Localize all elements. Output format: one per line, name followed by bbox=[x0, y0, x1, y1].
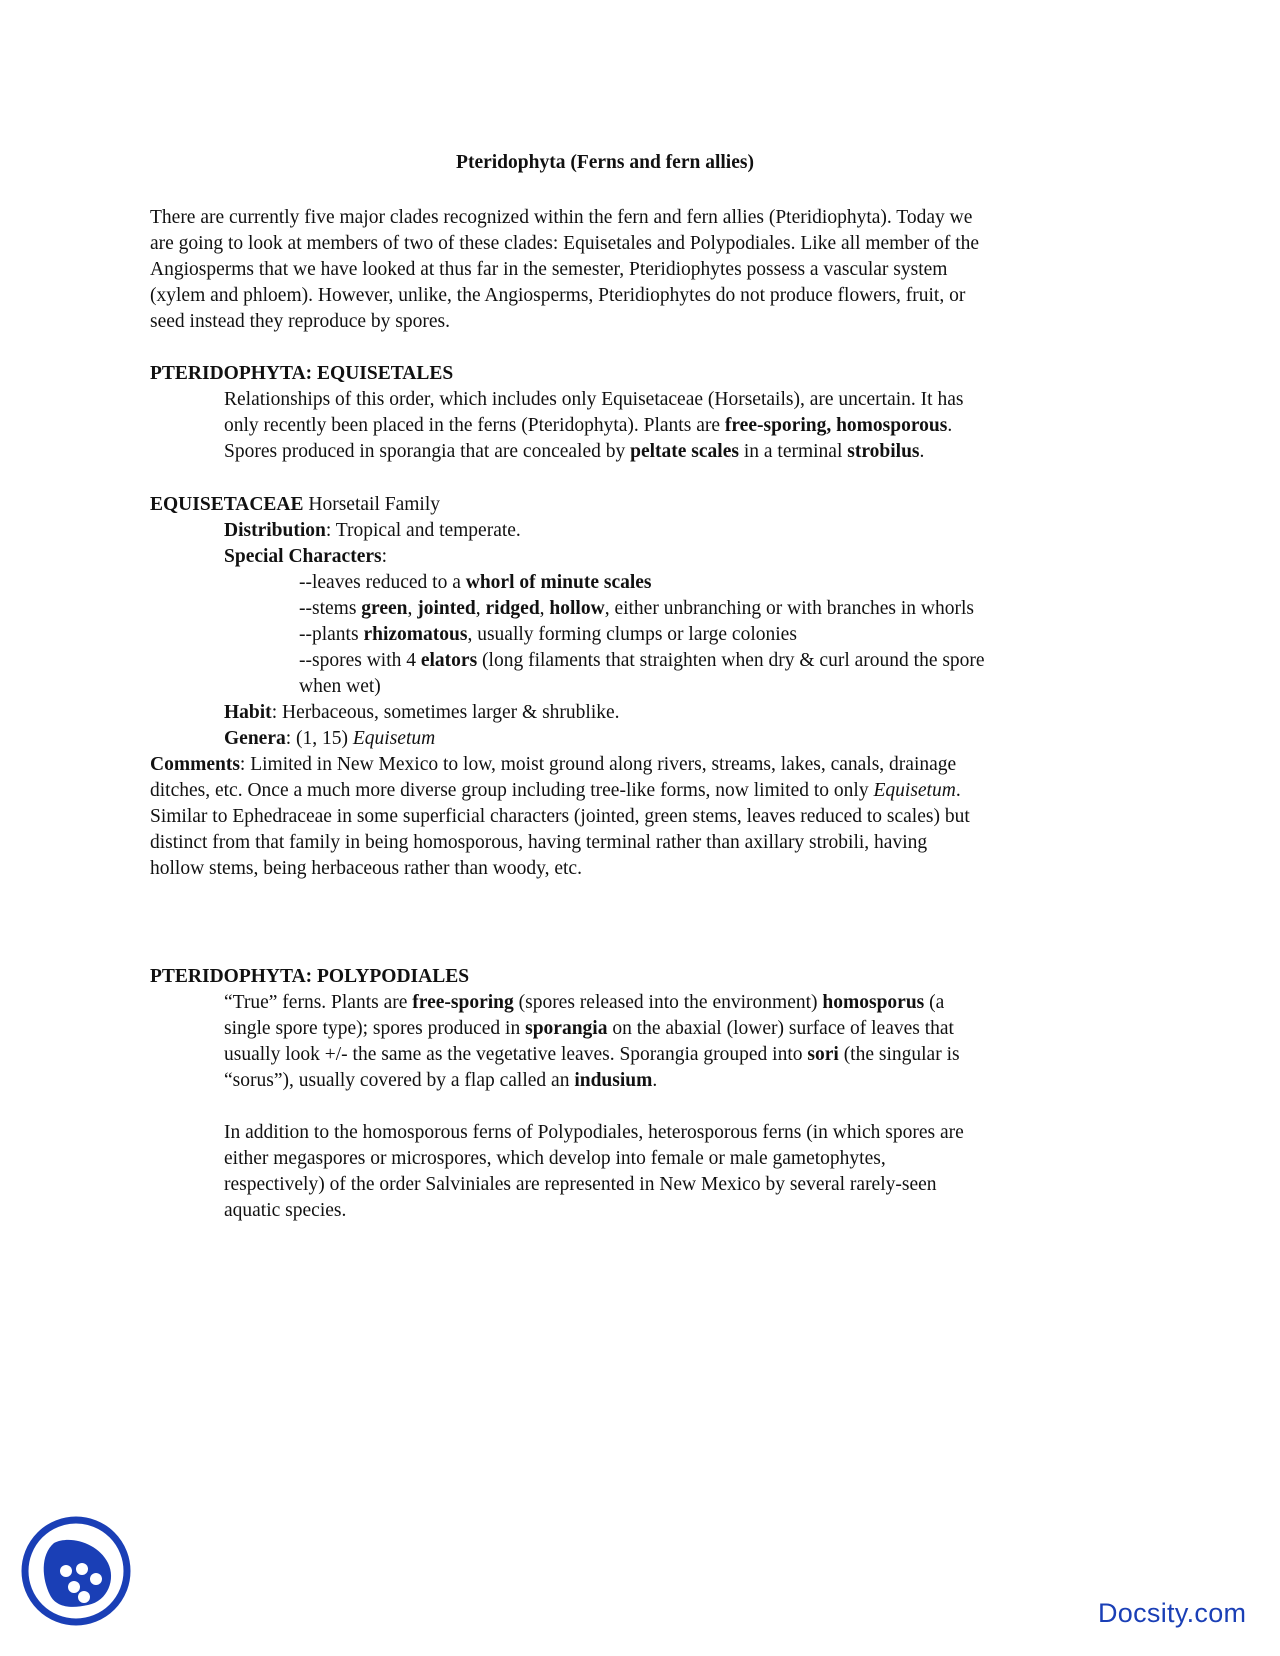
comments-line: distinct from that family in being homosporous, having terminal rather than axillary strobili, having bbox=[150, 832, 928, 853]
logo-graphic bbox=[20, 1515, 132, 1627]
bold-term: free-sporing, homosporous bbox=[724, 415, 948, 436]
genus-name: Equisetum bbox=[352, 728, 436, 749]
character-item bbox=[150, 596, 1140, 622]
bold-term: homosporus bbox=[822, 992, 925, 1013]
text-span: ditches, etc. Once a much more diverse group including tree-like forms, now limited to only bbox=[150, 780, 874, 801]
habit-value: : Herbaceous, sometimes larger & shrublike. bbox=[271, 702, 620, 723]
text-span: (the singular is bbox=[838, 1044, 960, 1065]
docsity-logo-icon[interactable] bbox=[20, 1515, 132, 1627]
habit-label: Habit bbox=[224, 702, 272, 723]
comments-line: Similar to Ephedraceae in some superficial characters (jointed, green stems, leaves reduced to scales) but bbox=[150, 806, 970, 827]
bold-term: whorl of minute scales bbox=[465, 572, 652, 593]
genera-line bbox=[150, 726, 1140, 752]
bold-term: sporangia bbox=[525, 1018, 608, 1039]
text-span: on the abaxial (lower) surface of leaves that bbox=[607, 1018, 954, 1039]
intro-line: (xylem and phloem). However, unlike, the Angiosperms, Pteridiophytes do not produce flowers, fruit, or bbox=[150, 285, 966, 306]
bold-term: ridged bbox=[485, 598, 540, 619]
text-line: respectively) of the order Salviniales are represented in New Mexico by several rarely-seen bbox=[224, 1174, 937, 1195]
bold-term: peltate scales bbox=[630, 441, 739, 462]
bold-term: free-sporing bbox=[412, 992, 514, 1013]
bold-term: sori bbox=[807, 1044, 839, 1065]
text-line: either megaspores or microspores, which develop into female or male gametophytes, bbox=[224, 1148, 886, 1169]
comments-line bbox=[150, 778, 1140, 804]
section-heading: PTERIDOPHYTA: EQUISETALES bbox=[150, 363, 454, 384]
comments-label: Comments bbox=[150, 754, 240, 775]
text-span: “sorus”), usually covered by a flap called an bbox=[224, 1070, 575, 1091]
bold-term: indusium bbox=[574, 1070, 653, 1091]
polypodiales-section bbox=[150, 964, 1140, 1224]
text-span: --stems bbox=[299, 598, 362, 619]
intro-line: There are currently five major clades recognized within the fern and fern allies (Pteridiophyta). Today we bbox=[150, 207, 973, 228]
intro-line: Angiosperms that we have looked at thus far in the semester, Pteridiophytes possess a vascular system bbox=[150, 259, 948, 280]
text-span: only recently been placed in the ferns (Pteridophyta). Plants are bbox=[224, 415, 725, 436]
text-span: . bbox=[652, 1070, 658, 1091]
page-title: Pteridophyta (Ferns and fern allies) bbox=[456, 152, 754, 173]
character-item bbox=[150, 570, 1140, 596]
intro-paragraph bbox=[150, 205, 1140, 335]
family-name: EQUISETACEAE bbox=[150, 494, 304, 515]
special-characters-line bbox=[150, 544, 1140, 570]
text-span: , bbox=[539, 598, 550, 619]
text-line bbox=[150, 990, 1140, 1016]
genera-value: : (1, 15) bbox=[285, 728, 353, 749]
section-heading: PTERIDOPHYTA: POLYPODIALES bbox=[150, 966, 470, 987]
text-span: : Limited in New Mexico to low, moist ground along rivers, streams, lakes, canals, drainage bbox=[239, 754, 957, 775]
text-line bbox=[150, 1068, 1140, 1094]
text-span: , bbox=[407, 598, 418, 619]
text-span: in a terminal bbox=[738, 441, 848, 462]
docsity-brand-link[interactable]: Docsity.com bbox=[1098, 1598, 1247, 1628]
character-item bbox=[150, 648, 1140, 674]
text-span: (a bbox=[924, 992, 945, 1013]
text-span: , bbox=[475, 598, 486, 619]
comments-line bbox=[150, 752, 1140, 778]
text-line: aquatic species. bbox=[224, 1200, 347, 1221]
text-span: (long filaments that straighten when dry & curl around the spore bbox=[477, 650, 985, 671]
distribution-line bbox=[150, 518, 1140, 544]
text-span: Relationships of this order, which includes only Equisetaceae (Horsetails), are uncertain. It has bbox=[224, 389, 964, 410]
text-span: --leaves reduced to a bbox=[299, 572, 466, 593]
distribution-value: : Tropical and temperate. bbox=[325, 520, 521, 541]
character-item bbox=[150, 622, 1140, 648]
comments-line: hollow stems, being herbaceous rather than woody, etc. bbox=[150, 858, 582, 879]
text-span: --plants bbox=[299, 624, 364, 645]
equisetales-section bbox=[150, 361, 1140, 465]
bold-term: rhizomatous bbox=[363, 624, 468, 645]
character-item-continued: when wet) bbox=[299, 676, 381, 697]
text-line bbox=[150, 439, 1140, 465]
bold-term: green bbox=[361, 598, 408, 619]
habit-line bbox=[150, 700, 1140, 726]
bold-term: elators bbox=[420, 650, 478, 671]
family-common-name: Horsetail Family bbox=[303, 494, 440, 515]
special-characters-label: Special Characters bbox=[224, 546, 382, 567]
text-span: . bbox=[955, 780, 961, 801]
text-line bbox=[150, 1016, 1140, 1042]
text-span: . bbox=[947, 415, 953, 436]
bold-term: strobilus bbox=[847, 441, 920, 462]
text-span: usually look +/- the same as the vegetative leaves. Sporangia grouped into bbox=[224, 1044, 808, 1065]
genus-name: Equisetum bbox=[873, 780, 956, 801]
text-line: In addition to the homosporous ferns of Polypodiales, heterosporous ferns (in which spores are bbox=[224, 1122, 964, 1143]
text-span: : bbox=[381, 546, 388, 567]
bold-term: jointed bbox=[417, 598, 476, 619]
text-span: , either unbranching or with branches in whorls bbox=[604, 598, 975, 619]
text-line bbox=[150, 1042, 1140, 1068]
text-span: , usually forming clumps or large colonies bbox=[467, 624, 797, 645]
paragraph-gap bbox=[150, 1094, 1140, 1120]
family-heading bbox=[150, 492, 1140, 518]
bold-term: hollow bbox=[549, 598, 605, 619]
equisetaceae-section bbox=[150, 492, 1140, 882]
distribution-label: Distribution bbox=[224, 520, 326, 541]
text-span: “True” ferns. Plants are bbox=[224, 992, 413, 1013]
text-span: single spore type); spores produced in bbox=[224, 1018, 526, 1039]
text-line bbox=[150, 413, 1140, 439]
text-span: . bbox=[919, 441, 925, 462]
genera-label: Genera bbox=[224, 728, 286, 749]
text-span: --spores with 4 bbox=[299, 650, 421, 671]
text-line bbox=[150, 387, 1140, 413]
intro-line: are going to look at members of two of these clades: Equisetales and Polypodiales. Like all member of the bbox=[150, 233, 980, 254]
intro-line: seed instead they reproduce by spores. bbox=[150, 311, 450, 332]
text-span: Spores produced in sporangia that are concealed by bbox=[224, 441, 631, 462]
text-span: (spores released into the environment) bbox=[513, 992, 823, 1013]
